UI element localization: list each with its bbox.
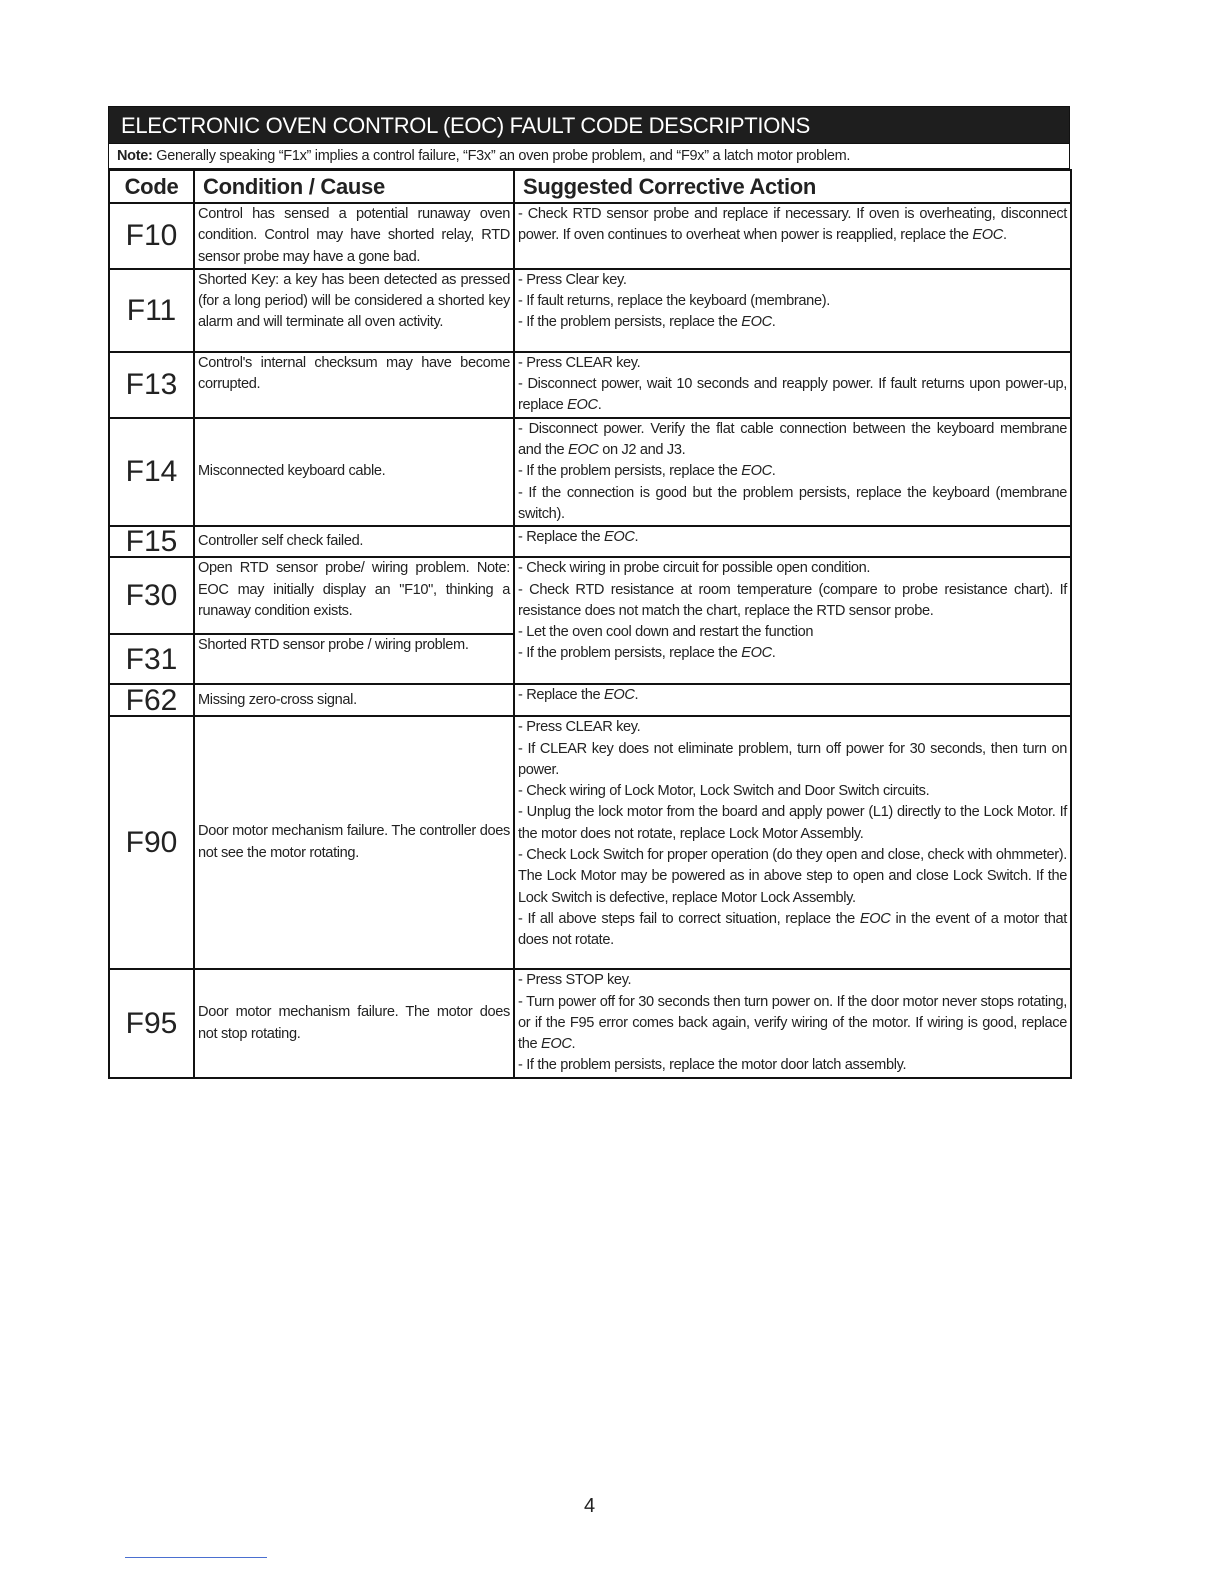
action-step: - Replace the EOC. — [518, 687, 639, 704]
action-step: - Press Clear key. — [518, 271, 627, 288]
condition-cause: Shorted RTD sensor probe / wiring problem. — [194, 634, 514, 684]
corrective-action — [514, 526, 1071, 557]
action-step: - Turn power off for 30 seconds then turn power on. If the door motor never stops rotating, or if the F95 error comes back again, verify wiring of the motor. If wiring is good, replace the EOC. — [518, 993, 1067, 1053]
action-step: - If the problem persists, replace the EOC. — [518, 314, 776, 331]
note-label: Note: — [117, 148, 153, 164]
action-step: - Press CLEAR key. — [518, 719, 641, 736]
action-step: - If fault returns, replace the keyboard (membrane). — [518, 293, 830, 310]
table-row — [109, 969, 1071, 1077]
condition-cause: Controller self check failed. — [194, 526, 514, 557]
corrective-action — [514, 352, 1071, 418]
action-step: - Disconnect power, wait 10 seconds and reapply power. If fault returns upon power-up, replace EOC. — [518, 376, 1067, 414]
action-step: - If the problem persists, replace the EOC. — [518, 463, 776, 480]
fault-code: F15 — [109, 526, 194, 557]
header-condition: Condition / Cause — [194, 170, 514, 203]
corrective-action — [514, 418, 1071, 526]
condition-cause: Control's internal checksum may have become corrupted. — [194, 352, 514, 418]
page-number: 4 — [584, 1495, 596, 1517]
fault-code: F95 — [109, 969, 194, 1077]
section-title: ELECTRONIC OVEN CONTROL (EOC) FAULT CODE DESCRIPTIONS — [108, 106, 1070, 144]
note-text: Generally speaking “F1x” implies a control failure, “F3x” an oven probe problem, and “F9x” a latch motor problem. — [152, 148, 851, 164]
table-header-row — [109, 170, 1071, 203]
condition-cause: Missing zero-cross signal. — [194, 684, 514, 716]
action-step: - Check wiring in probe circuit for possible open condition. — [518, 560, 871, 577]
table-row — [109, 716, 1071, 969]
header-code: Code — [109, 170, 194, 203]
action-step: - Let the oven cool down and restart the function — [518, 624, 814, 641]
action-step: - If the connection is good but the problem persists, replace the keyboard (membrane switch). — [518, 484, 1067, 522]
action-step: - Disconnect power. Verify the flat cable connection between the keyboard membrane and the EOC on J2 and J3. — [518, 420, 1067, 459]
fault-code-section — [108, 106, 1070, 1079]
corrective-action — [514, 557, 1071, 684]
fault-code: F90 — [109, 716, 194, 969]
condition-cause: Open RTD sensor probe/ wiring problem. Note: EOC may initially display an "F10", thinking a runaway condition exists. — [194, 557, 514, 634]
fault-code: F11 — [109, 269, 194, 352]
table-row — [109, 557, 1071, 634]
action-step: - If the problem persists, replace the motor door latch assembly. — [518, 1057, 907, 1074]
condition-cause: Misconnected keyboard cable. — [194, 418, 514, 526]
condition-cause: Shorted Key: a key has been detected as pressed (for a long period) will be considered a shorted key alarm and will terminate all oven activity. — [194, 269, 514, 352]
corrective-action — [514, 969, 1071, 1077]
fault-code: F30 — [109, 557, 194, 634]
action-step: - Check wiring of Lock Motor, Lock Switch and Door Switch circuits. — [518, 783, 930, 800]
table-row — [109, 418, 1071, 526]
corrective-action — [514, 269, 1071, 352]
fault-code: F10 — [109, 203, 194, 269]
action-step: - Press CLEAR key. — [518, 354, 641, 371]
action-step: - Unplug the lock motor from the board and apply power (L1) directly to the Lock Motor. If the motor does not rotate, replace Lock Motor Assembly. — [518, 804, 1067, 842]
fault-code: F62 — [109, 684, 194, 716]
fault-code-table — [108, 169, 1072, 1079]
action-step: - If CLEAR key does not eliminate problem, turn off power for 30 seconds, then turn on power. — [518, 740, 1067, 778]
action-step: - If the problem persists, replace the EOC. — [518, 645, 776, 662]
action-step: - Check Lock Switch for proper operation (do they open and close, check with ohmmeter). The Lock Motor may be powered as in above step to open and close Lock Switch. If the Lock Switch is defective, replace Motor Lock Assembly. — [518, 847, 1067, 906]
header-action: Suggested Corrective Action — [514, 170, 1071, 203]
table-row — [109, 526, 1071, 557]
condition-cause: Door motor mechanism failure. The controller does not see the motor rotating. — [194, 716, 514, 969]
action-step: - Check RTD sensor probe and replace if necessary. If oven is overheating, disconnect power. If oven continues to overheat when power is reapplied, replace the EOC. — [518, 206, 1067, 244]
note — [108, 144, 1070, 169]
corrective-action — [514, 716, 1071, 969]
footer-rule — [125, 1557, 267, 1558]
action-step: - Press STOP key. — [518, 972, 632, 989]
action-step: - If all above steps fail to correct situation, replace the EOC in the event of a motor that does not rotate. — [518, 910, 1067, 949]
action-step: - Check RTD resistance at room temperature (compare to probe resistance chart). If resistance does not match the chart, replace the RTD sensor probe. — [518, 581, 1067, 619]
table-row — [109, 352, 1071, 418]
fault-code: F13 — [109, 352, 194, 418]
table-row — [109, 684, 1071, 716]
corrective-action — [514, 203, 1071, 269]
corrective-action — [514, 684, 1071, 716]
fault-code: F31 — [109, 634, 194, 684]
table-row — [109, 269, 1071, 352]
action-step: - Replace the EOC. — [518, 529, 639, 546]
fault-code: F14 — [109, 418, 194, 526]
condition-cause: Control has sensed a potential runaway oven condition. Control may have shorted relay, RTD sensor probe may have a gone bad. — [194, 203, 514, 269]
table-row — [109, 203, 1071, 269]
condition-cause: Door motor mechanism failure. The motor does not stop rotating. — [194, 969, 514, 1077]
